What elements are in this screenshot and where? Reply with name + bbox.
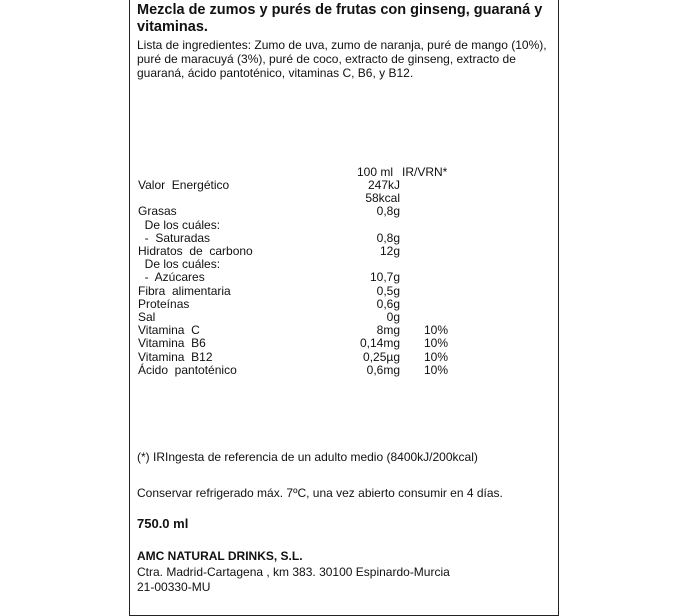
nutrition-row-amount: 0,5g bbox=[376, 284, 400, 298]
nutrition-row-label: Vitamina B6 bbox=[138, 336, 206, 350]
nutrition-row-amount: 10,7g bbox=[369, 270, 400, 284]
nutrition-row-amount: 0g bbox=[386, 310, 400, 324]
nutrition-row-label: Hidratos de carbono bbox=[138, 244, 253, 258]
irv-footnote: (*) IRIngesta de referencia de un adulto medio (8400kJ/200kcal) bbox=[137, 450, 478, 464]
nutrition-header-irv: IR/VRN* bbox=[402, 165, 448, 179]
product-title: Mezcla de zumos y purés de frutas con ginseng, guaraná y vitaminas. bbox=[137, 2, 543, 35]
nutrition-row-label: Ácido pantoténico bbox=[138, 363, 237, 377]
nutrition-header-amount: 100 ml bbox=[357, 165, 394, 179]
nutrition-row-label: Proteínas bbox=[138, 297, 190, 311]
nutrition-row-label: - Azúcares bbox=[138, 270, 205, 284]
nutrition-row-irv: 10% bbox=[424, 336, 449, 350]
nutrition-row-irv: 10% bbox=[424, 323, 449, 337]
nutrition-row-amount: 0,8g bbox=[376, 231, 400, 245]
nutrition-row-irv: 10% bbox=[424, 350, 449, 364]
nutrition-row-amount: 0,6g bbox=[376, 297, 400, 311]
nutrition-row-amount: 58kcal bbox=[365, 191, 400, 205]
ingredients-list: Lista de ingredientes: Zumo de uva, zumo de naranja, puré de mango (10%), puré de maracuyá (3%), puré de coco, extracto de ginseng, extracto de guaraná, ácido pantoténico, vitaminas C, B6, y B12. bbox=[137, 38, 547, 80]
nutrition-row-irv: 10% bbox=[424, 363, 449, 377]
nutrition-row-label: De los cuáles: bbox=[138, 218, 221, 232]
registry-code: 21-00330-MU bbox=[137, 580, 211, 594]
net-volume: 750.0 ml bbox=[137, 516, 189, 531]
company-address: Ctra. Madrid-Cartagena , km 383. 30100 Espinardo-Murcia bbox=[137, 565, 450, 579]
nutrition-row-label: Sal bbox=[138, 310, 156, 324]
storage-instructions: Conservar refrigerado máx. 7ºC, una vez abierto consumir en 4 días. bbox=[137, 486, 503, 500]
nutrition-row-label: Valor Energético bbox=[138, 178, 230, 192]
company-name: AMC NATURAL DRINKS, S.L. bbox=[137, 549, 303, 563]
nutrition-row-amount: 0,8g bbox=[376, 204, 400, 218]
nutrition-row-label: - Saturadas bbox=[138, 231, 211, 245]
nutrition-row-amount: 0,14mg bbox=[359, 336, 400, 350]
nutrition-row-label: Vitamina B12 bbox=[138, 350, 213, 364]
nutrition-row-label: Vitamina C bbox=[138, 323, 200, 337]
nutrition-row-label: Grasas bbox=[138, 204, 177, 218]
nutrition-row-label: Fibra alimentaria bbox=[138, 284, 231, 298]
nutrition-row-amount: 12g bbox=[379, 244, 400, 258]
nutrition-row-amount: 0,6mg bbox=[366, 363, 400, 377]
nutrition-row-amount: 0,25µg bbox=[363, 350, 400, 364]
nutrition-row-amount: 8mg bbox=[376, 323, 400, 337]
nutrition-row-label: De los cuáles: bbox=[138, 257, 221, 271]
nutrition-row-amount: 247kJ bbox=[367, 178, 400, 192]
